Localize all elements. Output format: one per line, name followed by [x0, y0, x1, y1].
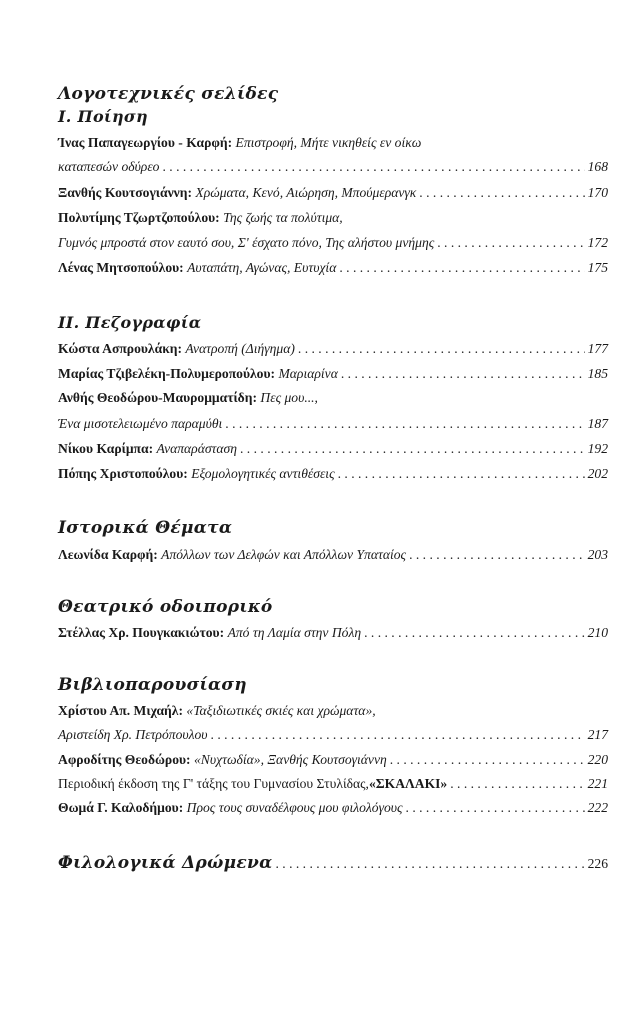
entry-page: 175 [587, 260, 608, 275]
entry-author: Αφροδίτης Θεοδώρου: [58, 752, 191, 767]
toc-entry [58, 773, 608, 795]
dot-leader [275, 853, 584, 875]
toc-entry-continued [58, 724, 608, 746]
entry-author: Κώστα Ασπρουλάκη: [58, 341, 182, 356]
entry-plain-text: Περιοδική έκδοση της Γ' τάξης του Γυμνασίου Στυλίδας, [58, 776, 369, 791]
entry-title: Μαριαρίνα [278, 366, 338, 381]
entry-author: Νίκου Καρίμπα: [58, 441, 154, 456]
toc-entry [58, 544, 608, 566]
entry-author: Λεωνίδα Καρφή: [58, 547, 158, 562]
entry-title: Επιστροφή, Μήτε νικηθείς εν οίκω [235, 135, 422, 150]
toc-entry [58, 700, 608, 722]
toc-entry [58, 438, 608, 460]
entry-title: «Ταξιδιωτικές σκιές και χρώματα», [186, 703, 376, 718]
entry-title: Πες μου..., [260, 390, 318, 405]
entry-title: Αυταπάτη, Αγώνας, Ευτυχία [187, 260, 337, 275]
entry-page: 217 [587, 727, 608, 742]
section-heading-filologika: Φιλολογικά Δρώμενα [58, 853, 273, 873]
dot-leader [409, 544, 585, 566]
entry-title: Της ζωής τα πολύτιμα, [223, 210, 343, 225]
dot-leader [298, 338, 585, 360]
entry-page: 220 [587, 752, 608, 767]
section-heading-theatriko: Θεατρικό οδοιπορικό [58, 597, 273, 617]
dot-leader [211, 724, 585, 746]
entry-title: Προς τους συναδέλφους μου φιλολόγους [186, 800, 403, 815]
dot-leader [341, 363, 585, 385]
dot-leader [450, 773, 584, 795]
entry-author: Πόπης Χριστοπούλου: [58, 466, 188, 481]
entry-author: Ανθής Θεοδώρου-Μαυρομματίδη: [58, 390, 257, 405]
entry-author: Μαρίας Τζιβελέκη-Πολυμεροπούλου: [58, 366, 276, 381]
entry-title: Ανατροπή (Διήγημα) [185, 341, 295, 356]
entry-title: Εξομολογητικές αντιθέσεις [191, 466, 335, 481]
toc-entry-continued [58, 156, 608, 178]
toc-entry [58, 622, 608, 644]
toc-entry [58, 797, 608, 819]
entry-page: 170 [587, 185, 608, 200]
toc-entry [58, 749, 608, 771]
entry-bold-title: «ΣΚΑΛΑΚΙ» [368, 776, 448, 791]
entry-author: Θωμά Γ. Καλοδήμου: [58, 800, 184, 815]
section-heading-logotexnikes: Λογοτεχνικές σελίδες [58, 84, 279, 104]
entry-page: 203 [587, 547, 608, 562]
toc-entry [58, 387, 608, 409]
toc-entry-filologika [58, 852, 608, 876]
entry-author: Ξανθής Κουτσογιάννη: [58, 185, 192, 200]
toc-entry [58, 132, 608, 154]
entry-title: Χρώματα, Κενό, Αιώρηση, Μπούμερανγκ [195, 185, 417, 200]
toc-entry-continued [58, 232, 608, 254]
subsection-heading-poiisi: I. Ποίηση [58, 107, 148, 126]
entry-title: Αριστείδη Χρ. Πετρόπουλου [58, 727, 208, 742]
entry-author: Πολυτίμης Τζωρτζοπούλου: [58, 210, 220, 225]
entry-page: 187 [587, 416, 608, 431]
entry-title: Από τη Λαμία στην Πόλη [227, 625, 362, 640]
entry-title: καταπεσών οδύρεο [58, 159, 160, 174]
entry-title: Αναπαράσταση [156, 441, 237, 456]
dot-leader [338, 463, 585, 485]
dot-leader [162, 156, 584, 178]
subsection-heading-pezografia: II. Πεζογραφία [58, 313, 202, 332]
entry-author: Στέλλας Χρ. Πουγκακιώτου: [58, 625, 225, 640]
entry-title: «Νυχτωδία», Ξανθής Κουτσογιάννη [194, 752, 387, 767]
dot-leader [225, 413, 584, 435]
dot-leader [419, 182, 584, 204]
entry-page: 222 [587, 800, 608, 815]
entry-author: Χρίστου Απ. Μιχαήλ: [58, 703, 183, 718]
entry-page: 192 [587, 441, 608, 456]
toc-entry [58, 257, 608, 279]
entry-page: 226 [587, 856, 608, 871]
entry-title: Γυμνός μπροστά στον εαυτό σου, Σ' έσχατο πόνο, Της αλήστου μνήμης [58, 235, 435, 250]
entry-page: 202 [587, 466, 608, 481]
toc-entry [58, 207, 608, 229]
entry-page: 172 [587, 235, 608, 250]
toc-entry-continued [58, 413, 608, 435]
entry-author: Λένας Μητσοπούλου: [58, 260, 184, 275]
entry-page: 177 [587, 341, 608, 356]
dot-leader [364, 622, 585, 644]
dot-leader [390, 749, 585, 771]
entry-page: 221 [587, 776, 608, 791]
entry-title: Απόλλων των Δελφών και Απόλλων Υπαταίος [161, 547, 407, 562]
section-heading-istorika: Ιστορικά Θέματα [58, 518, 233, 538]
dot-leader [240, 438, 585, 460]
entry-author: Ίνας Παπαγεωργίου - Καρφή: [58, 135, 233, 150]
dot-leader [406, 797, 585, 819]
toc-entry [58, 338, 608, 360]
toc-entry [58, 363, 608, 385]
entry-title: Ένα μισοτελειωμένο παραμύθι [58, 416, 223, 431]
entry-page: 210 [587, 625, 608, 640]
toc-entry [58, 182, 608, 204]
section-heading-vivlio: Βιβλιοπαρουσίαση [58, 675, 247, 695]
toc-entry [58, 463, 608, 485]
entry-page: 185 [587, 366, 608, 381]
entry-page: 168 [587, 159, 608, 174]
dot-leader [437, 232, 584, 254]
dot-leader [339, 257, 584, 279]
